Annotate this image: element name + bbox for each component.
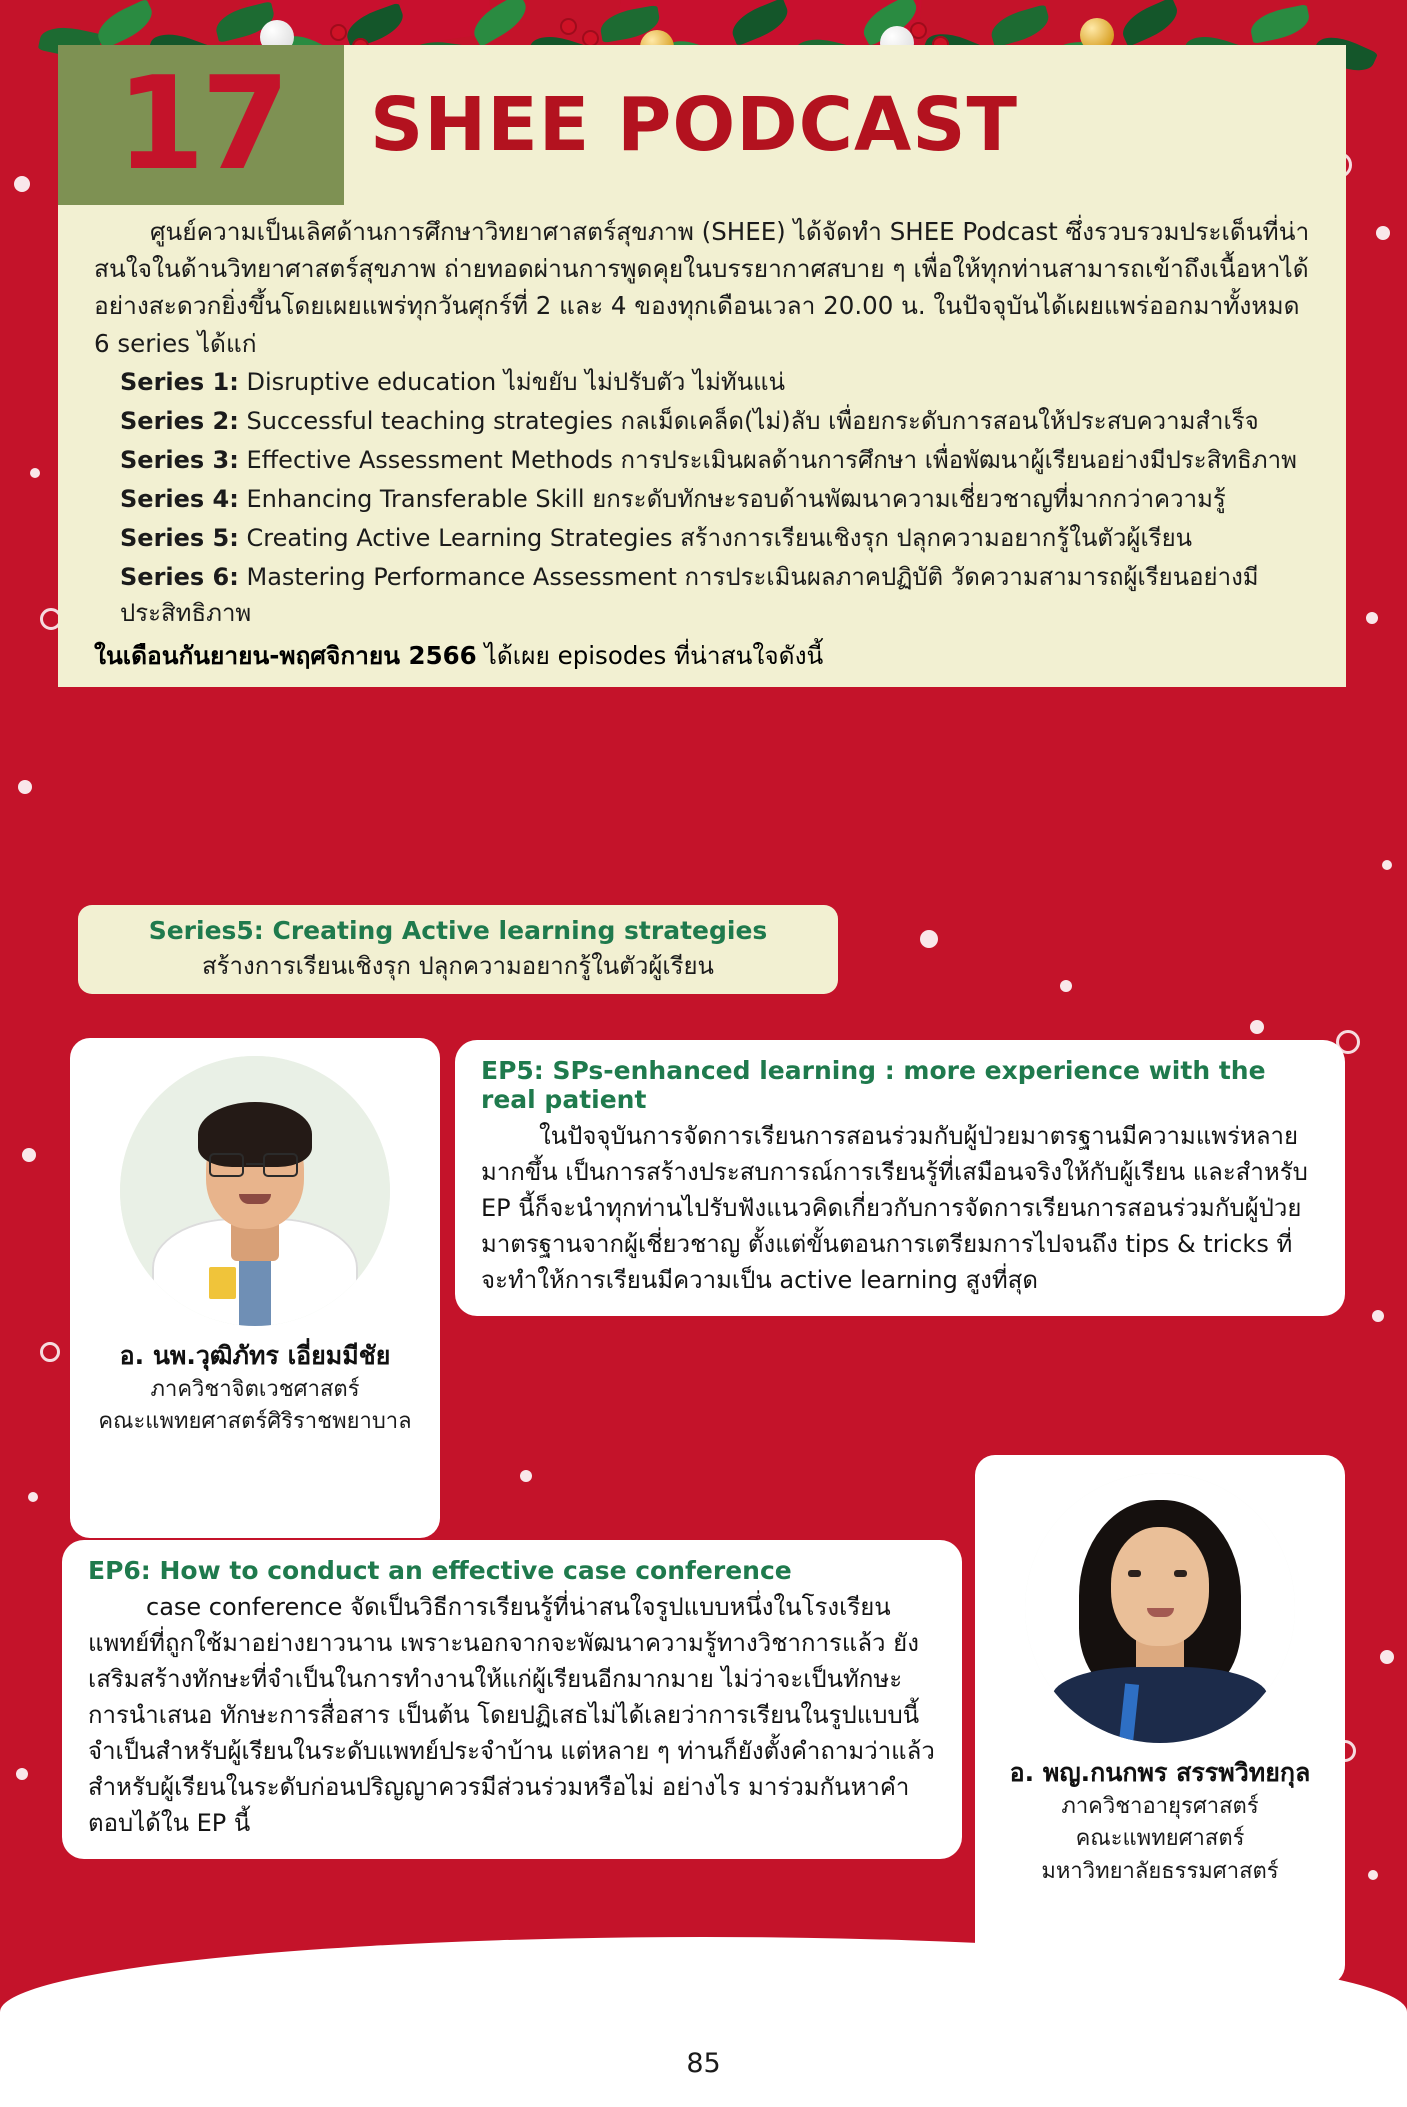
series-banner-subtitle: สร้างการเรียนเชิงรุก ปลุกความอยากรู้ในตัวผู้เรียน [202, 951, 714, 980]
speaker-institution: คณะแพทยศาสตร์ศิริราชพยาบาล [98, 1409, 412, 1435]
speaker-department: ภาควิชาอายุรศาสตร์ [1061, 1793, 1259, 1819]
podcast-intro-panel [58, 45, 1346, 687]
page-number: 85 [686, 2048, 721, 2079]
speaker-institution: คณะแพทยศาสตร์ [1075, 1826, 1245, 1852]
episode-card-ep6 [62, 1540, 962, 1859]
series-list-item [94, 364, 1310, 400]
series-text: Effective Assessment Methods การประเมินผลด้านการศึกษา เพื่อพัฒนาผู้เรียนอย่างมีประสิทธิภาพ [246, 445, 1297, 474]
speaker-name: อ. นพ.วุฒิภัทร เอี่ยมมีชัย [119, 1341, 391, 1370]
series-text: Successful teaching strategies กลเม็ดเคล็ด(ไม่)ลับ เพื่อยกระดับการสอนให้ประสบความสำเร็จ [246, 406, 1259, 435]
episode-title: EP5: SPs-enhanced learning : more experience with the real patient [481, 1056, 1266, 1114]
series-label: Series 3: [120, 445, 239, 474]
intro-paragraph: ศูนย์ความเป็นเลิศด้านการศึกษาวิทยาศาสตร์สุขภาพ (SHEE) ได้จัดทำ SHEE Podcast ซึ่งรวบรวมประเด็นที่น่าสนใจในด้านวิทยาศาสตร์สุขภาพ ถ่ายทอดผ่านการพูดคุยในบรรยากาศสบาย ๆ เพื่อให้ทุกท่านสามารถเข้าถึงเนื้อหาได้อย่างสะดวกยิ่งขึ้นโดยเผยแพร่ทุกวันศุกร์ที่ 2 และ 4 ของทุกเดือนเวลา 20.00 น. ในปัจจุบันได้เผยแพร่ออกมาทั้งหมด 6 series ได้แก่ [94, 217, 1310, 358]
series-label: Series 2: [120, 406, 239, 435]
series-list-item [94, 481, 1310, 517]
snow-bank-decoration-secondary [0, 1987, 1407, 2107]
page-title: SHEE PODCAST [370, 82, 1019, 168]
series-list-item [94, 442, 1310, 478]
series-label: Series 5: [120, 523, 239, 552]
speaker-department: ภาควิชาจิตเวชศาสตร์ [150, 1376, 360, 1402]
episode-body-text: case conference จัดเป็นวิธีการเรียนรู้ที่น่าสนใจรูปแบบหนึ่งในโรงเรียนแพทย์ที่ถูกใช้มาอย่างยาวนาน เพราะนอกจากจะพัฒนาความรู้ทางวิชาการแล้ว ยังเสริมสร้างทักษะที่จำเป็นในการทำงานให้แก่ผู้เรียนอีกมากมาย ไม่ว่าจะเป็นทักษะการนำเสนอ ทักษะการสื่อสาร เป็นต้น โดยปฏิเสธไม่ได้เลยว่าการเรียนในรูปแบบนี้จำเป็นสำหรับผู้เรียนในระดับแพทย์ประจำบ้าน แต่หลาย ๆ ท่านก็ยังตั้งคำถามว่าแล้วสำหรับผู้เรียนในระดับก่อนปริญญาควรมีส่วนร่วมหรือไม่ อย่างไร มาร่วมกันหาคำตอบได้ใน EP นี้ [88, 1593, 935, 1837]
series-list-item [94, 403, 1310, 439]
avatar [1025, 1473, 1295, 1743]
episode-body-text: ในปัจจุบันการจัดการเรียนการสอนร่วมกับผู้ป่วยมาตรฐานมีความแพร่หลายมากขึ้น เป็นการสร้างประสบการณ์การเรียนรู้ที่เสมือนจริงให้กับผู้เรียน และสำหรับ EP นี้ก็จะนำทุกท่านไปรับฟังแนวคิดเกี่ยวกับการจัดการเรียนการสอนร่วมกับผู้ป่วยมาตรฐานจากผู้เชี่ยวชาญ ตั้งแต่ขั้นตอนการเตรียมการไปจนถึง tips & tricks ที่จะทำให้การเรียนมีความเป็น active learning สูงที่สุด [481, 1122, 1308, 1294]
intro-body [58, 205, 1346, 631]
intro-tail-bold: ในเดือนกันยายน-พฤศจิกายน 2566 [94, 640, 477, 670]
series-text: Mastering Performance Assessment การประเมินผลภาคปฏิบัติ วัดความสามารถผู้เรียนอย่างมีประสิทธิภาพ [120, 562, 1259, 627]
episode-title: EP6: How to conduct an effective case conference [88, 1556, 792, 1585]
series-label: Series 6: [120, 562, 239, 591]
speaker-card-1 [70, 1038, 440, 1538]
series-label: Series 1: [120, 367, 239, 396]
intro-tail [58, 634, 1346, 674]
series-text: Creating Active Learning Strategies สร้างการเรียนเชิงรุก ปลุกความอยากรู้ในตัวผู้เรียน [246, 523, 1193, 552]
speaker-card-2 [975, 1455, 1345, 1985]
avatar [120, 1056, 390, 1326]
series-label: Series 4: [120, 484, 239, 513]
issue-number: 17 [115, 50, 287, 199]
series-banner-title: Series5: Creating Active learning strategies [148, 916, 768, 945]
series-list-item [94, 520, 1310, 556]
speaker-name: อ. พญ.กนกพร สรรพวิทยกุล [1009, 1758, 1311, 1787]
intro-tail-rest: ได้เผย episodes ที่น่าสนใจดังนี้ [476, 640, 824, 670]
series-list-item [94, 559, 1310, 631]
episode-card-ep5 [455, 1040, 1345, 1316]
series-text: Disruptive education ไม่ขยับ ไม่ปรับตัว ไม่ทันแน่ [246, 367, 785, 396]
issue-number-box [58, 45, 344, 205]
series-banner [78, 905, 838, 994]
episode-body [481, 1118, 1319, 1298]
speaker-institution-2: มหาวิทยาลัยธรรมศาสตร์ [1041, 1859, 1279, 1885]
hero-header [58, 45, 1346, 205]
series-text: Enhancing Transferable Skill ยกระดับทักษะรอบด้านพัฒนาความเชี่ยวชาญที่มากกว่าความรู้ [246, 484, 1226, 513]
episode-body [88, 1589, 936, 1841]
